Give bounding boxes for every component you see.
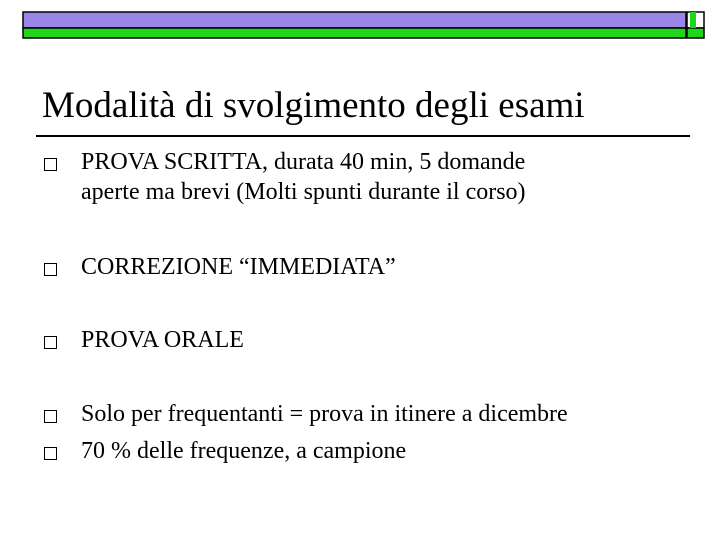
- square-bullet-icon: [44, 410, 57, 423]
- bullet-text: [81, 325, 681, 355]
- bullet-text-line: 70 % delle frequenze, a campione: [81, 438, 407, 464]
- bullet-text-line: PROVA SCRITTA, durata 40 min, 5 domande: [81, 149, 526, 175]
- square-bullet-icon: [44, 158, 57, 171]
- bullet-text: [81, 147, 681, 207]
- bullet-text-line: aperte ma brevi (Molti spunti durante il corso): [81, 179, 526, 205]
- slide-title: Modalità di svolgimento degli esami: [42, 85, 585, 126]
- bullet-text: [81, 252, 681, 282]
- bullet-text: [81, 436, 681, 466]
- square-bullet-icon: [44, 447, 57, 460]
- title-underline: [36, 135, 690, 137]
- bullet-text-line: CORREZIONE “IMMEDIATA”: [81, 254, 396, 280]
- bullet-text-line: Solo per frequentanti = prova in itinere a dicembre: [81, 401, 568, 427]
- square-bullet-icon: [44, 336, 57, 349]
- square-bullet-icon: [44, 263, 57, 276]
- header-decoration-bar: [22, 11, 705, 40]
- bullet-text: [81, 399, 681, 429]
- bullet-text-line: PROVA ORALE: [81, 327, 244, 353]
